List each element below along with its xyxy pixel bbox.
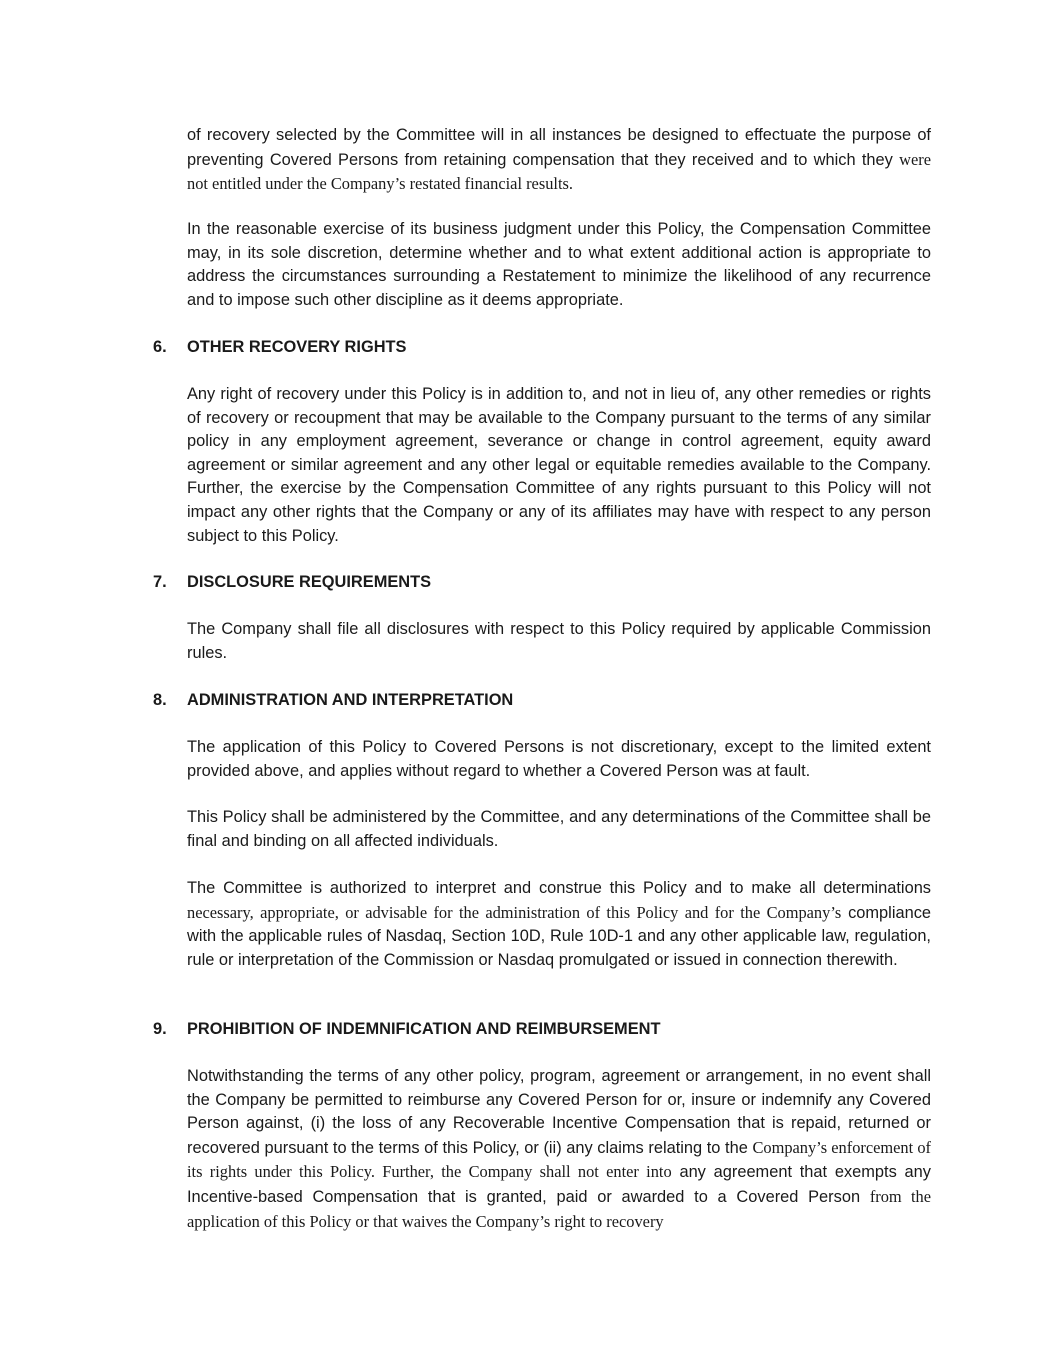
paragraph-text: of recovery selected by the Committee will in all instances be designed to effectuate the purpose of preventing Covered Persons from retaining compensation that they received and to which they: [187, 126, 931, 169]
paragraph-text: The Committee is authorized to interpret and construe this Policy and to make all determinations: [187, 879, 931, 897]
paragraph-text: Company’s enforcement of its rights under this Policy. Further, the Company shall not enter into: [187, 1137, 931, 1182]
paragraph-text: any agreement that exempts any Incentive-based Compensation that is granted, paid or awarded to a Covered Person: [187, 1163, 931, 1206]
section-number: 7.: [153, 573, 167, 591]
paragraph-text: were not entitled under the Company’s restated financial results.: [187, 149, 931, 194]
paragraph-business-judgment: In the reasonable exercise of its business judgment under this Policy, the Compensation Committee may, in its sole discretion, determine whether and to what extent additional action is appropriate to address the circumstances surrounding a Restatement to minimize the likelihood of any recurrence and to impose such other discipline as it deems appropriate.: [187, 220, 931, 309]
paragraph-disclosure: The Company shall file all disclosures with respect to this Policy required by applicable Commission rules.: [187, 620, 931, 662]
paragraph-text: necessary, appropriate, or advisable for the administration of this Policy and for the Company’s: [187, 902, 842, 922]
paragraph-recovery-purpose: [187, 124, 931, 197]
section-number: 8.: [153, 691, 167, 709]
section-title: ADMINISTRATION AND INTERPRETATION: [187, 691, 514, 709]
paragraph-other-recovery-rights: Any right of recovery under this Policy is in addition to, and not in lieu of, any other remedies or rights of recovery or recoupment that may be available to the Company pursuant to the terms of any similar policy in any employment agreement, severance or change in control agreement, equity award agreement or similar agreement and any other legal or equitable remedies available to the Company. Further, the exercise by the Compensation Committee of any rights pursuant to this Policy will not impact any other rights that the Company or any of its affiliates may have with respect to any person subject to this Policy.: [187, 385, 931, 545]
paragraph-application: The application of this Policy to Covered Persons is not discretionary, except to the limited extent provided above, and applies without regard to whether a Covered Person was at fault.: [187, 738, 931, 780]
section-title: PROHIBITION OF INDEMNIFICATION AND REIMBURSEMENT: [187, 1020, 661, 1038]
section-heading-6: [153, 336, 933, 360]
paragraph-interpretation: [187, 877, 931, 972]
section-number: 6.: [153, 338, 167, 356]
section-title: OTHER RECOVERY RIGHTS: [187, 338, 407, 356]
section-heading-7: [153, 571, 933, 595]
paragraph-text: Notwithstanding the terms of any other policy, program, agreement or arrangement, in no event shall the Company be permitted to reimburse any Covered Person for or, insure or indemnify any Covered Person against, (i) the loss of any Recoverable Incentive Compensation that is repaid, returned or recovered pursuant to the terms of this Policy, or (ii) any claims relating to the: [187, 1067, 931, 1157]
paragraph-administration: This Policy shall be administered by the Committee, and any determinations of the Committee shall be final and binding on all affected individuals.: [187, 808, 931, 850]
paragraph-text: compliance with the applicable rules of Nasdaq, Section 10D, Rule 10D-1 and any other applicable law, regulation, rule or interpretation of the Commission or Nasdaq promulgated or issued in connection therewith.: [187, 903, 931, 969]
section-heading-9: [153, 1018, 933, 1042]
paragraph-text: from the application of this Policy or that waives the Company’s right to recovery: [187, 1186, 931, 1231]
section-number: 9.: [153, 1020, 167, 1038]
paragraph-indemnification: [187, 1065, 931, 1234]
section-title: DISCLOSURE REQUIREMENTS: [187, 573, 432, 591]
section-heading-8: [153, 689, 933, 713]
